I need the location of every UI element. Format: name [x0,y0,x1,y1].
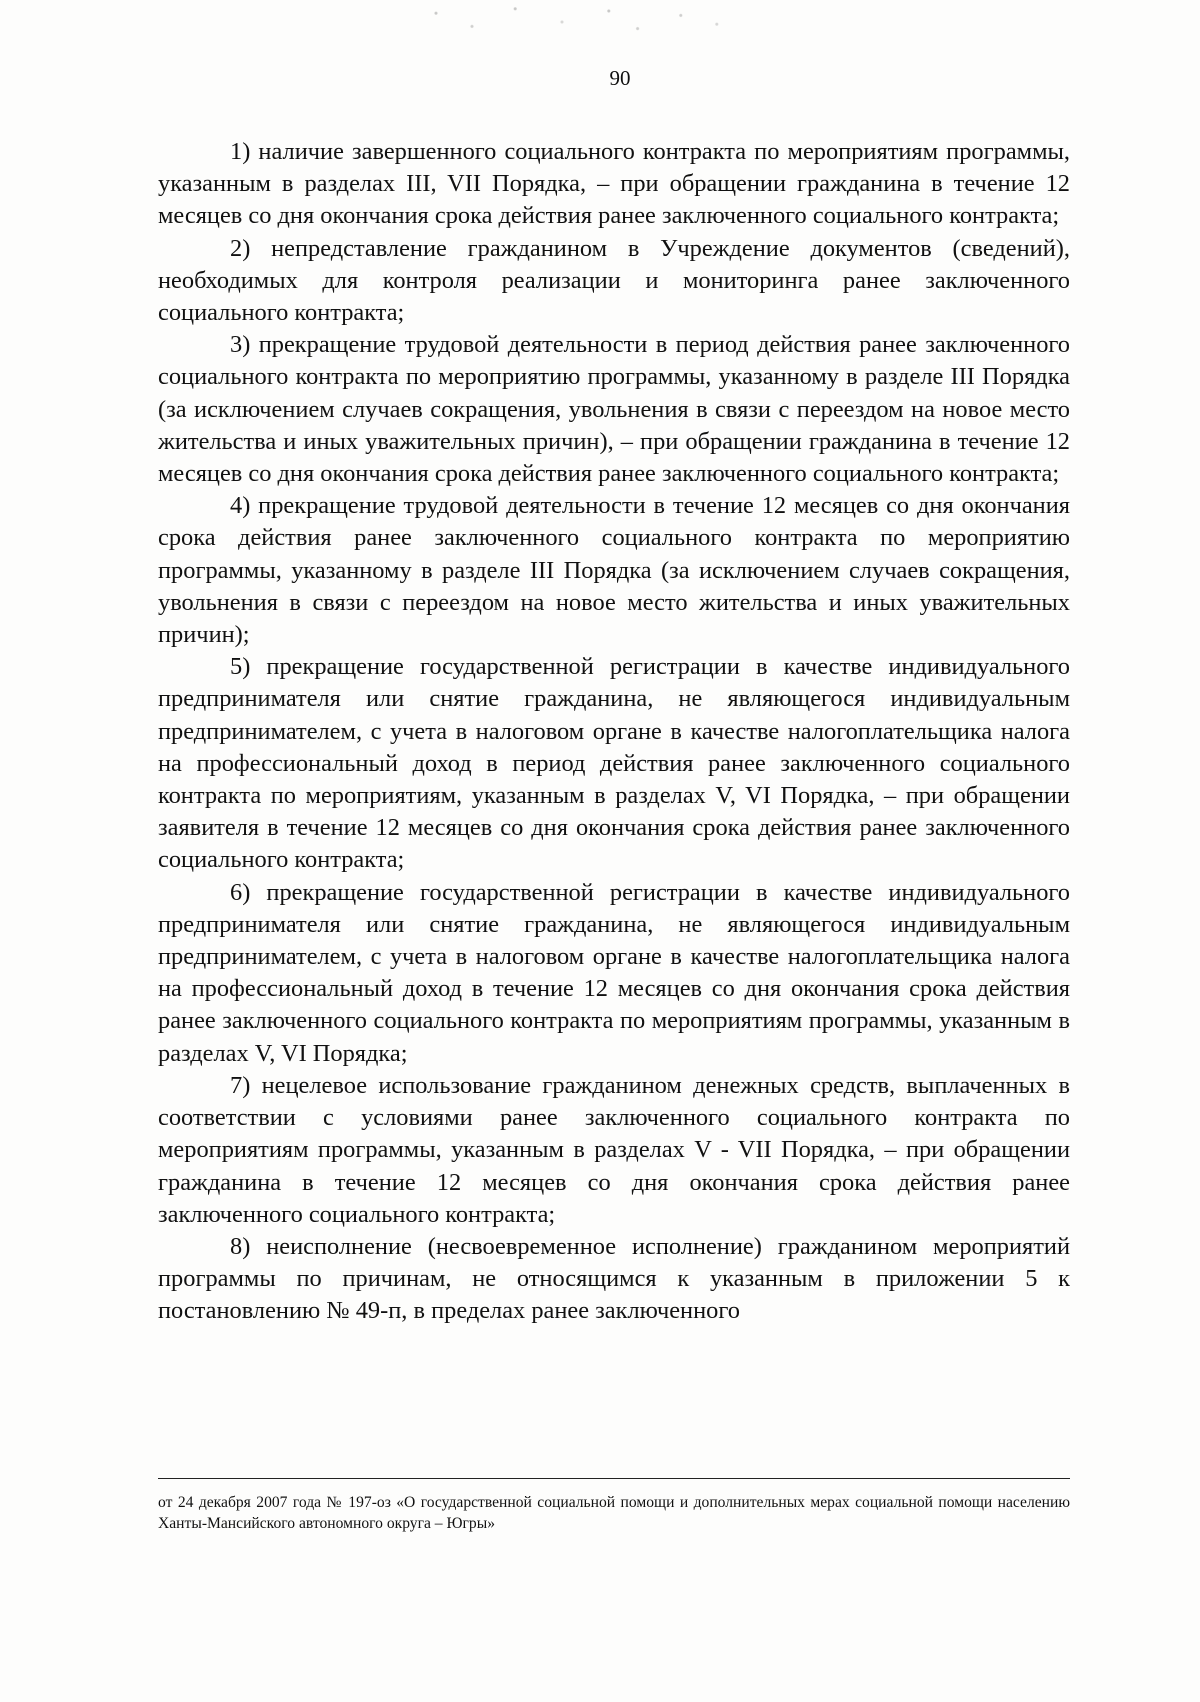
list-item-5: 5) прекращение государственной регистрации в качестве индивидуального предпринимателя или снятие гражданина, не являющегося индивидуальным предпринимателем, с учета в налоговом органе в качестве налогоплательщика налога на профессиональный доход в период действия ранее заключенного социального контракта по мероприятиям, указанным в разделах V, VI Порядка, – при обращении заявителя в течение 12 месяцев со дня окончания срока действия ранее заключенного социального контракта; [158,653,1070,874]
body-text [158,136,1070,1328]
list-item-1: 1) наличие завершенного социального контракта по мероприятиям программы, указанным в разделах III, VII Порядка, – при обращении гражданина в течение 12 месяцев со дня окончания срока действия ранее заключенного социального контракта; [158,138,1070,230]
page-number: 90 [609,66,631,90]
footnote-text: от 24 декабря 2007 года № 197-оз «О государственной социальной помощи и дополнительных мерах социальной помощи населению Ханты-Мансийского автономного округа – Югры» [158,1494,1070,1532]
list-item-8: 8) неисполнение (несвоевременное исполнение) гражданином мероприятий программы по причинам, не относящимся к указанным в приложении 5 к постановлению № 49-п, в пределах ранее заключенного [158,1232,1070,1325]
footnote-divider [158,1478,1070,1479]
list-item-7: 7) нецелевое использование гражданином денежных средств, выплаченных в соответствии с условиями ранее заключенного социального контракта по мероприятиям программы, указанным в разделах V - VII Порядка, – при обращении гражданина в течение 12 месяцев со дня окончания срока действия ранее заключенного социального контракта; [158,1071,1070,1228]
list-item-4: 4) прекращение трудовой деятельности в течение 12 месяцев со дня окончания срока действия ранее заключенного социального контракта по мероприятию программы, указанному в разделе III Порядка (за исключением случаев сокращения, увольнения в связи с переездом на новое место жительства и иных уважительных причин); [158,492,1070,649]
list-item-2: 2) непредставление гражданином в Учреждение документов (сведений), необходимых для контроля реализации и мониторинга ранее заключенного социального контракта; [158,234,1070,327]
scan-artifact [400,0,760,44]
list-item-6: 6) прекращение государственной регистрации в качестве индивидуального предпринимателя или снятие гражданина, не являющегося индивидуальным предпринимателем, с учета в налоговом органе в качестве налогоплательщика налога на профессиональный доход в течение 12 месяцев со дня окончания срока действия ранее заключенного социального контракта по мероприятиям программы, указанным в разделах V, VI Порядка; [158,878,1070,1067]
list-item-3: 3) прекращение трудовой деятельности в период действия ранее заключенного социального контракта по мероприятию программы, указанному в разделе III Порядка (за исключением случаев сокращения, увольнения в связи с переездом на новое место жительства и иных уважительных причин), – при обращении гражданина в течение 12 месяцев со дня окончания срока действия ранее заключенного социального контракта; [158,331,1070,488]
